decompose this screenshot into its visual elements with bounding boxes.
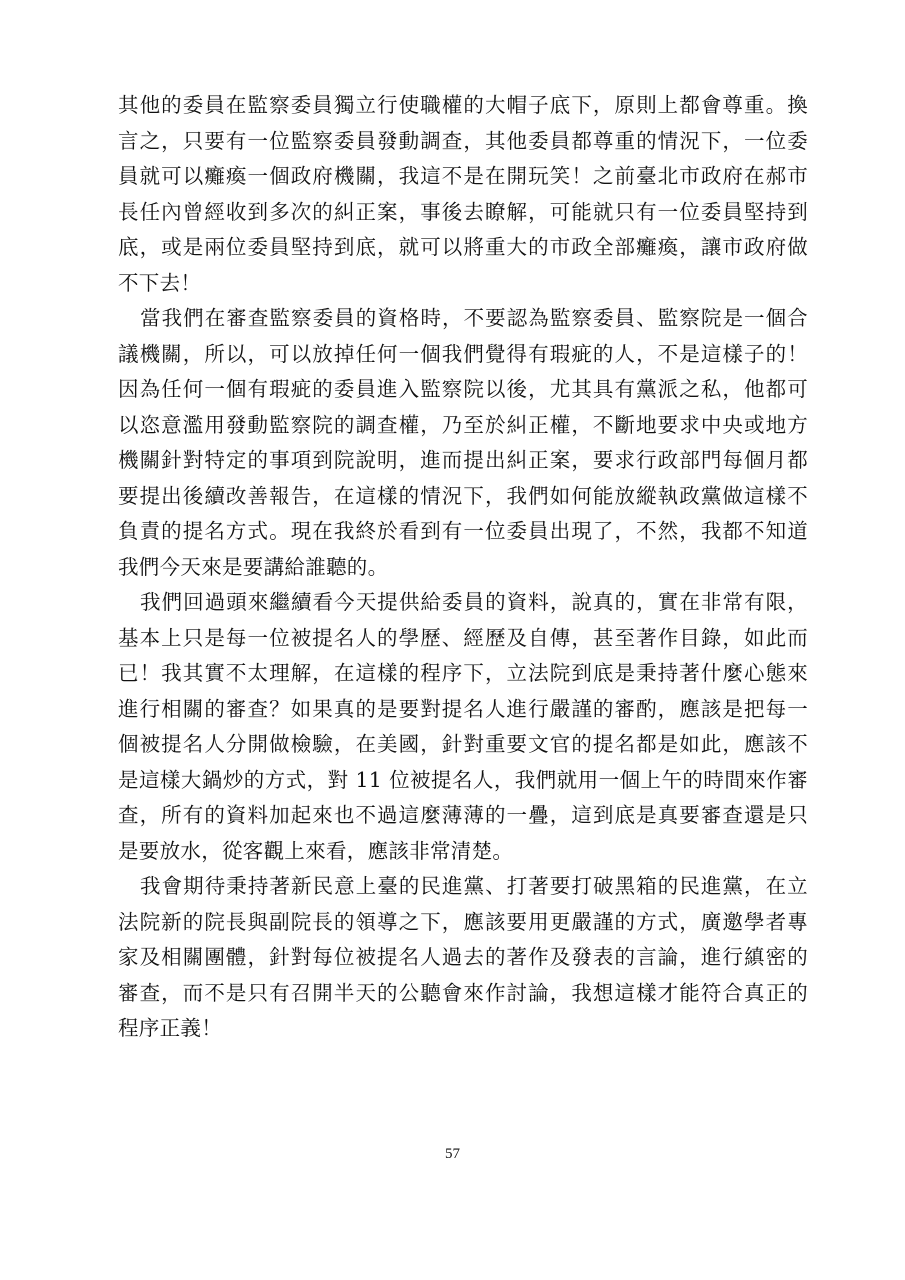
text-line: 負責的提名方式。現在我終於看到有一位委員出現了，不然，我都不知道 [118, 519, 808, 543]
text-line: 因為任何一個有瑕疵的委員進入監察院以後，尤其具有黨派之私，他都可 [118, 377, 808, 401]
body-text [118, 88, 808, 1047]
text-line: 個被提名人分開做檢驗，在美國，針對重要文官的提名都是如此，應該不 [118, 732, 808, 756]
text-line: 是這樣大鍋炒的方式，對 11 位被提名人，我們就用一個上午的時間來作審 [118, 767, 808, 792]
text-line: 長任內曾經收到多次的糾正案，事後去瞭解，可能就只有一位委員堅持到 [118, 199, 808, 224]
text-line: 審查，而不是只有召開半天的公聽會來作討論，我想這樣才能符合真正的 [118, 980, 808, 1005]
text-line: 我們今天來是要講給誰聽的。 [118, 554, 389, 579]
text-line: 基本上只是每一位被提名人的學歷、經歷及自傳，甚至著作目錄，如此而 [118, 625, 808, 650]
text-line: 我們回過頭來繼續看今天提供給委員的資料，說真的，實在非常有限， [140, 590, 808, 614]
paragraph [118, 585, 808, 869]
text-line: 不下去！ [118, 270, 202, 295]
paragraph [118, 301, 808, 585]
text-line: 言之，只要有一位監察委員發動調查，其他委員都尊重的情況下，一位委 [118, 128, 808, 153]
paragraph [118, 88, 808, 301]
text-line: 法院新的院長與副院長的領導之下，應該要用更嚴謹的方式，廣邀學者專 [118, 909, 808, 934]
text-line: 當我們在審查監察委員的資格時，不要認為監察委員、監察院是一個合 [140, 306, 808, 330]
paragraph [118, 869, 808, 1047]
text-line: 是要放水，從客觀上來看，應該非常清楚。 [118, 838, 514, 863]
text-line: 底，或是兩位委員堅持到底，就可以將重大的市政全部癱瘓，讓市政府做 [118, 235, 808, 259]
text-line: 我會期待秉持著新民意上臺的民進黨、打著要打破黑箱的民進黨，在立 [140, 874, 808, 898]
text-line: 其他的委員在監察委員獨立行使職權的大帽子底下，原則上都會尊重。換 [118, 93, 808, 117]
text-line: 要提出後續改善報告，在這樣的情況下，我們如何能放縱執政黨做這樣不 [118, 483, 808, 508]
text-line: 員就可以癱瘓一個政府機關，我這不是在開玩笑！之前臺北市政府在郝市 [118, 164, 808, 188]
text-line: 程序正義！ [118, 1016, 222, 1040]
text-line: 進行相關的審查？如果真的是要對提名人進行嚴謹的審酌，應該是把每一 [118, 696, 808, 721]
text-line: 議機關，所以，可以放掉任何一個我們覺得有瑕疵的人，不是這樣子的！ [118, 341, 808, 366]
page-number: 57 [445, 1146, 460, 1162]
text-line: 機關針對特定的事項到院說明，進而提出糾正案，要求行政部門每個月都 [118, 448, 808, 472]
text-line: 已！我其實不太理解，在這樣的程序下，立法院到底是秉持著什麼心態來 [118, 661, 808, 685]
text-line: 以恣意濫用發動監察院的調查權，乃至於糾正權，不斷地要求中央或地方 [118, 412, 808, 437]
text-line: 家及相關團體，針對每位被提名人過去的著作及發表的言論，進行縝密的 [118, 945, 808, 969]
text-line: 查，所有的資料加起來也不過這麼薄薄的一疊，這到底是真要審查還是只 [118, 803, 808, 827]
